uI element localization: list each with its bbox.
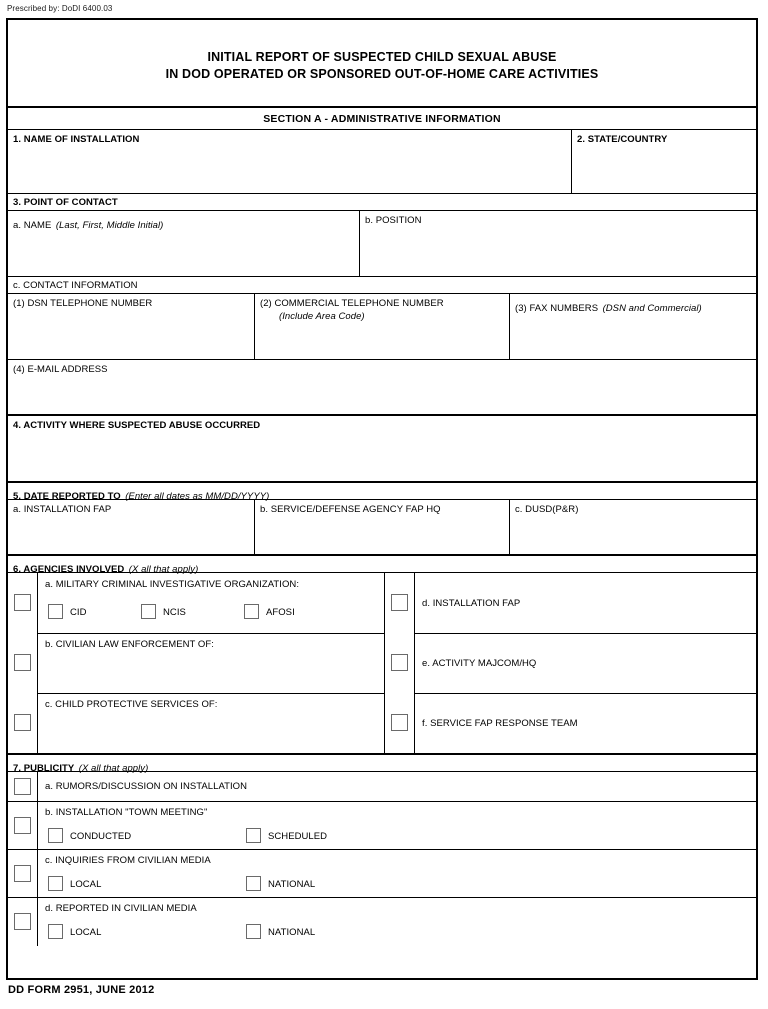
field-name-of-installation[interactable] [8,130,572,193]
field-date-installation-fap[interactable] [8,500,255,554]
checkbox-7c-media-inquiries[interactable] [14,865,31,882]
item7a-label: a. RUMORS/DISCUSSION ON INSTALLATION [45,781,248,792]
item7d-option-local-label: LOCAL [70,927,102,938]
field-label-activity-location: 4. ACTIVITY WHERE SUSPECTED ABUSE OCCURRED [13,420,261,431]
field-label-date-installation-fap: a. INSTALLATION FAP [13,504,112,515]
field-date-dusd-pr[interactable] [510,500,756,554]
checkbox-6a-ncis[interactable] [141,604,156,619]
item3c-heading-row [8,277,756,294]
item5-heading-hint: (Enter all dates as MM/DD/YYYY) [125,491,270,502]
checkbox-7c-national[interactable] [246,876,261,891]
item7c-row [8,850,756,898]
section-a-heading: SECTION A - ADMINISTRATIVE INFORMATION [8,108,756,130]
checkbox-7c-local[interactable] [48,876,63,891]
field-hint-commercial-telephone: (Include Area Code) [279,311,365,322]
item7b-label: b. INSTALLATION "TOWN MEETING" [45,807,208,818]
item6a-option-afosi-label: AFOSI [266,607,295,618]
item5-heading: 5. DATE REPORTED TO (Enter all dates as MM/DD/YYYY) [13,491,270,502]
field-hint-poc-name: (Last, First, Middle Initial) [55,220,164,231]
item7c-option-local-label: LOCAL [70,879,102,890]
item6d-cell[interactable] [415,573,756,634]
item6c-label: c. CHILD PROTECTIVE SERVICES OF: [45,699,218,710]
checkbox-6a-afosi[interactable] [244,604,259,619]
field-label-poc-position: b. POSITION [365,215,422,226]
prescribed-by-text: Prescribed by: DoDI 6400.03 [7,4,113,13]
row-email-address [8,360,756,416]
form-title-line-1: INITIAL REPORT OF SUSPECTED CHILD SEXUAL ABUSE [207,50,557,64]
item7c-option-national-label: NATIONAL [268,879,316,890]
item6a-label: a. MILITARY CRIMINAL INVESTIGATIVE ORGANIZATION: [45,579,300,590]
item6-left-label-column [38,573,385,753]
item7b-row [8,802,756,850]
row-date-reported-to [8,500,756,556]
item3-heading: 3. POINT OF CONTACT [13,197,118,208]
item6a-option-ncis-label: NCIS [163,607,186,618]
field-activity-location[interactable] [8,416,756,481]
item6-body [8,573,756,755]
item6-heading-row [8,556,756,573]
checkbox-7d-local[interactable] [48,924,63,939]
item7b-cell[interactable] [38,802,756,849]
item6-right-label-column [415,573,756,753]
field-label-date-dusd-pr: c. DUSD(P&R) [515,504,579,515]
field-label-email-address: (4) E-MAIL ADDRESS [13,364,108,375]
field-dsn-telephone[interactable] [8,294,255,359]
item5-heading-row [8,483,756,500]
row-contact-numbers [8,294,756,360]
item6-left-checkbox-gutter [8,573,38,753]
item6b-cell[interactable] [38,633,384,694]
field-fax-numbers[interactable] [510,294,756,359]
field-label-poc-name: a. NAME (Last, First, Middle Initial) [13,220,164,231]
item7d-row [8,898,756,946]
field-label-commercial-telephone: (2) COMMERCIAL TELEPHONE NUMBER [260,298,444,309]
item6-heading-hint: (X all that apply) [128,564,199,575]
form-title-line-2: IN DOD OPERATED OR SPONSORED OUT-OF-HOME CARE ACTIVITIES [165,67,599,81]
item7d-label: d. REPORTED IN CIVILIAN MEDIA [45,903,197,914]
checkbox-6b-civilian-law-enforcement[interactable] [14,654,31,671]
checkbox-7d-reported-in-media[interactable] [14,913,31,930]
item7d-option-national-label: NATIONAL [268,927,316,938]
checkbox-6e-activity-majcom-hq[interactable] [391,654,408,671]
checkbox-7b-scheduled[interactable] [246,828,261,843]
item6a-option-cid-label: CID [70,607,87,618]
checkbox-7b-town-meeting[interactable] [14,817,31,834]
item7b-checkbox-gutter [8,802,38,849]
item3-heading-row [8,194,756,211]
form-title [8,20,756,108]
checkbox-6c-child-protective-services[interactable] [14,714,31,731]
form-footer: DD FORM 2951, JUNE 2012 [8,984,155,996]
item6c-cell[interactable] [38,693,384,753]
item7-heading: 7. PUBLICITY (X all that apply) [13,763,149,774]
item6a-cell[interactable] [38,573,384,634]
field-commercial-telephone[interactable] [255,294,510,359]
field-hint-fax-numbers: (DSN and Commercial) [602,303,702,314]
field-label-state-country: 2. STATE/COUNTRY [577,134,668,145]
field-poc-name[interactable] [8,211,360,276]
field-label-fax-numbers: (3) FAX NUMBERS (DSN and Commercial) [515,303,702,314]
item7c-checkbox-gutter [8,850,38,897]
item7b-option-conducted-label: CONDUCTED [70,831,132,842]
field-label-installation: 1. NAME OF INSTALLATION [13,134,140,145]
field-state-country[interactable] [572,130,756,193]
checkbox-6f-service-fap-response-team[interactable] [391,714,408,731]
item6f-cell[interactable] [415,693,756,753]
item3c-heading: c. CONTACT INFORMATION [13,280,138,291]
item7d-checkbox-gutter [8,898,38,946]
item6e-label: e. ACTIVITY MAJCOM/HQ [422,658,537,669]
row-installation-state [8,130,756,194]
checkbox-6d-installation-fap[interactable] [391,594,408,611]
item7d-cell[interactable] [38,898,756,946]
field-date-service-fap-hq[interactable] [255,500,510,554]
item7a-row [8,772,756,802]
item7c-cell[interactable] [38,850,756,897]
item6-right-checkbox-gutter [385,573,415,753]
checkbox-7b-conducted[interactable] [48,828,63,843]
item6e-cell[interactable] [415,633,756,694]
item7-heading-row [8,755,756,772]
item6-heading: 6. AGENCIES INVOLVED (X all that apply) [13,564,199,575]
field-poc-position[interactable] [360,211,756,276]
item7-heading-hint: (X all that apply) [78,763,149,774]
item7a-cell[interactable] [38,772,756,801]
row-poc-name-position [8,211,756,277]
form-body [6,18,758,980]
field-email-address[interactable] [8,360,756,414]
item6f-label: f. SERVICE FAP RESPONSE TEAM [422,718,578,729]
item7c-label: c. INQUIRIES FROM CIVILIAN MEDIA [45,855,211,866]
row-activity-where-abuse-occurred [8,416,756,483]
item7b-option-scheduled-label: SCHEDULED [268,831,328,842]
checkbox-6a-cid[interactable] [48,604,63,619]
item6d-label: d. INSTALLATION FAP [422,598,521,609]
item6b-label: b. CIVILIAN LAW ENFORCEMENT OF: [45,639,214,650]
item7a-checkbox-gutter [8,772,38,801]
checkbox-7d-national[interactable] [246,924,261,939]
field-label-date-service-fap-hq: b. SERVICE/DEFENSE AGENCY FAP HQ [260,504,441,515]
checkbox-7a-rumors-discussion[interactable] [14,778,31,795]
checkbox-6a-mcio[interactable] [14,594,31,611]
field-label-dsn-telephone: (1) DSN TELEPHONE NUMBER [13,298,153,309]
